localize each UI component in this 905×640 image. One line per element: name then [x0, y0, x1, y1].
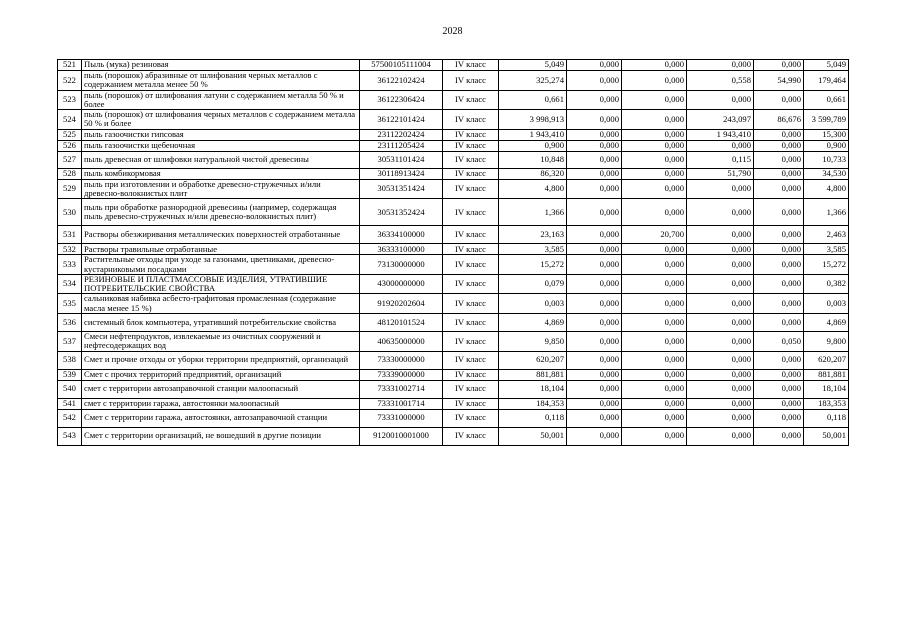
- table-row: [58, 151, 849, 168]
- value-1-cell: 4,869: [499, 313, 567, 331]
- table-body: [58, 60, 849, 446]
- value-1-cell: 3 998,913: [499, 110, 567, 130]
- value-6-cell: 10,733: [804, 151, 849, 168]
- waste-code-cell: 73330000000: [360, 351, 443, 369]
- value-3-cell: 0,000: [622, 179, 687, 199]
- waste-name-cell: системный блок компьютера, утративший потребительские свойства: [82, 313, 360, 331]
- value-3-cell: 0,000: [622, 129, 687, 140]
- value-5-cell: 0,000: [754, 398, 804, 409]
- page-number: 2028: [442, 26, 463, 37]
- table-row: [58, 226, 849, 244]
- table-row: [58, 71, 849, 91]
- value-2-cell: 0,000: [567, 129, 622, 140]
- value-2-cell: 0,000: [567, 398, 622, 409]
- table-row: [58, 294, 849, 314]
- hazard-class-cell: IV класс: [443, 351, 499, 369]
- table-row: [58, 140, 849, 151]
- waste-code-cell: 36333100000: [360, 244, 443, 255]
- waste-code-cell: 30531352424: [360, 199, 443, 226]
- hazard-class-cell: IV класс: [443, 60, 499, 71]
- value-1-cell: 620,207: [499, 351, 567, 369]
- value-4-cell: 0,000: [687, 60, 754, 71]
- value-6-cell: 4,869: [804, 313, 849, 331]
- value-1-cell: 0,003: [499, 294, 567, 314]
- waste-code-cell: 9120010001000: [360, 427, 443, 445]
- value-4-cell: 0,000: [687, 226, 754, 244]
- waste-name-cell: пыль (порошок) от шлифования черных металлов с содержанием металла 50 % и более: [82, 110, 360, 130]
- waste-code-cell: 30531351424: [360, 179, 443, 199]
- value-4-cell: 0,000: [687, 140, 754, 151]
- value-2-cell: 0,000: [567, 226, 622, 244]
- value-3-cell: 0,000: [622, 380, 687, 398]
- value-1-cell: 5,049: [499, 60, 567, 71]
- value-6-cell: 2,463: [804, 226, 849, 244]
- value-1-cell: 86,320: [499, 168, 567, 179]
- value-5-cell: 0,000: [754, 380, 804, 398]
- waste-code-cell: 48120101524: [360, 313, 443, 331]
- table-row: [58, 351, 849, 369]
- row-number-cell: 531: [58, 226, 82, 244]
- hazard-class-cell: IV класс: [443, 199, 499, 226]
- row-number-cell: 534: [58, 274, 82, 294]
- waste-name-cell: пыль (порошок) абразивные от шлифования черных металлов с содержанием металла менее 50 %: [82, 71, 360, 91]
- value-6-cell: 18,104: [804, 380, 849, 398]
- table-row: [58, 255, 849, 275]
- value-6-cell: 0,118: [804, 409, 849, 427]
- row-number-cell: 540: [58, 380, 82, 398]
- row-number-cell: 527: [58, 151, 82, 168]
- value-1-cell: 325,274: [499, 71, 567, 91]
- value-5-cell: 0,000: [754, 351, 804, 369]
- value-3-cell: 0,000: [622, 168, 687, 179]
- value-2-cell: 0,000: [567, 199, 622, 226]
- hazard-class-cell: IV класс: [443, 71, 499, 91]
- hazard-class-cell: IV класс: [443, 90, 499, 110]
- value-5-cell: 0,000: [754, 244, 804, 255]
- value-6-cell: 620,207: [804, 351, 849, 369]
- value-4-cell: 0,558: [687, 71, 754, 91]
- value-6-cell: 15,272: [804, 255, 849, 275]
- waste-name-cell: Смет с территории организаций, не вошедший в другие позиции: [82, 427, 360, 445]
- waste-code-cell: 43000000000: [360, 274, 443, 294]
- table-row: [58, 168, 849, 179]
- waste-code-cell: 73130000000: [360, 255, 443, 275]
- value-4-cell: 0,000: [687, 244, 754, 255]
- row-number-cell: 535: [58, 294, 82, 314]
- value-3-cell: 0,000: [622, 351, 687, 369]
- value-4-cell: 0,000: [687, 255, 754, 275]
- table-row: [58, 60, 849, 71]
- table-row: [58, 199, 849, 226]
- value-6-cell: 15,300: [804, 129, 849, 140]
- waste-register-table: [57, 59, 849, 446]
- value-5-cell: 0,000: [754, 90, 804, 110]
- value-2-cell: 0,000: [567, 409, 622, 427]
- waste-code-cell: 23112202424: [360, 129, 443, 140]
- value-2-cell: 0,000: [567, 71, 622, 91]
- waste-name-cell: Смет с прочих территорий предприятий, организаций: [82, 369, 360, 380]
- value-6-cell: 0,900: [804, 140, 849, 151]
- value-3-cell: 0,000: [622, 294, 687, 314]
- value-2-cell: 0,000: [567, 110, 622, 130]
- value-3-cell: 0,000: [622, 244, 687, 255]
- value-2-cell: 0,000: [567, 244, 622, 255]
- table-row: [58, 380, 849, 398]
- waste-code-cell: 73331002714: [360, 380, 443, 398]
- value-6-cell: 0,661: [804, 90, 849, 110]
- value-6-cell: 881,881: [804, 369, 849, 380]
- waste-code-cell: 40635000000: [360, 331, 443, 351]
- table-row: [58, 369, 849, 380]
- hazard-class-cell: IV класс: [443, 331, 499, 351]
- waste-code-cell: 73331001714: [360, 398, 443, 409]
- hazard-class-cell: IV класс: [443, 380, 499, 398]
- value-5-cell: 0,000: [754, 140, 804, 151]
- value-3-cell: 0,000: [622, 110, 687, 130]
- value-5-cell: 86,676: [754, 110, 804, 130]
- waste-name-cell: пыль древесная от шлифовки натуральной чистой древесины: [82, 151, 360, 168]
- hazard-class-cell: IV класс: [443, 110, 499, 130]
- value-1-cell: 881,881: [499, 369, 567, 380]
- value-2-cell: 0,000: [567, 380, 622, 398]
- value-4-cell: 0,000: [687, 294, 754, 314]
- value-5-cell: 0,000: [754, 226, 804, 244]
- row-number-cell: 529: [58, 179, 82, 199]
- value-5-cell: 0,000: [754, 369, 804, 380]
- hazard-class-cell: IV класс: [443, 313, 499, 331]
- waste-code-cell: 23111205424: [360, 140, 443, 151]
- waste-name-cell: Растительные отходы при уходе за газонами, цветниками, древесно-кустарниковыми посадками: [82, 255, 360, 275]
- table-row: [58, 398, 849, 409]
- row-number-cell: 521: [58, 60, 82, 71]
- value-5-cell: 0,000: [754, 151, 804, 168]
- value-4-cell: 0,000: [687, 199, 754, 226]
- value-5-cell: 0,000: [754, 168, 804, 179]
- value-6-cell: 3,585: [804, 244, 849, 255]
- waste-code-cell: 30118913424: [360, 168, 443, 179]
- value-1-cell: 50,001: [499, 427, 567, 445]
- value-4-cell: 0,000: [687, 351, 754, 369]
- value-1-cell: 23,163: [499, 226, 567, 244]
- value-3-cell: 0,000: [622, 274, 687, 294]
- table-row: [58, 129, 849, 140]
- value-1-cell: 0,079: [499, 274, 567, 294]
- value-3-cell: 0,000: [622, 71, 687, 91]
- waste-code-cell: 30531101424: [360, 151, 443, 168]
- waste-code-cell: 73331000000: [360, 409, 443, 427]
- waste-code-cell: 73339000000: [360, 369, 443, 380]
- table-row: [58, 409, 849, 427]
- value-3-cell: 0,000: [622, 369, 687, 380]
- waste-code-cell: 36122306424: [360, 90, 443, 110]
- value-4-cell: 0,000: [687, 398, 754, 409]
- value-1-cell: 0,118: [499, 409, 567, 427]
- table-row: [58, 244, 849, 255]
- value-1-cell: 3,585: [499, 244, 567, 255]
- row-number-cell: 523: [58, 90, 82, 110]
- value-6-cell: 9,800: [804, 331, 849, 351]
- value-3-cell: 0,000: [622, 199, 687, 226]
- value-4-cell: 0,000: [687, 331, 754, 351]
- value-5-cell: 0,050: [754, 331, 804, 351]
- value-1-cell: 4,800: [499, 179, 567, 199]
- value-6-cell: 5,049: [804, 60, 849, 71]
- row-number-cell: 542: [58, 409, 82, 427]
- value-2-cell: 0,000: [567, 168, 622, 179]
- table-row: [58, 313, 849, 331]
- row-number-cell: 541: [58, 398, 82, 409]
- row-number-cell: 537: [58, 331, 82, 351]
- value-6-cell: 1,366: [804, 199, 849, 226]
- row-number-cell: 538: [58, 351, 82, 369]
- table-row: [58, 90, 849, 110]
- hazard-class-cell: IV класс: [443, 151, 499, 168]
- waste-code-cell: 91920202604: [360, 294, 443, 314]
- value-4-cell: 51,790: [687, 168, 754, 179]
- waste-name-cell: сальниковая набивка асбесто-графитовая промасленная (содержание масла менее 15 %): [82, 294, 360, 314]
- row-number-cell: 522: [58, 71, 82, 91]
- waste-name-cell: пыль (порошок) от шлифования латуни с содержанием металла 50 % и более: [82, 90, 360, 110]
- value-1-cell: 1 943,410: [499, 129, 567, 140]
- waste-name-cell: РЕЗИНОВЫЕ И ПЛАСТМАССОВЫЕ ИЗДЕЛИЯ, УТРАТИВШИЕ ПОТРЕБИТЕЛЬСКИЕ СВОЙСТВА: [82, 274, 360, 294]
- value-2-cell: 0,000: [567, 140, 622, 151]
- hazard-class-cell: IV класс: [443, 129, 499, 140]
- row-number-cell: 543: [58, 427, 82, 445]
- value-6-cell: 183,353: [804, 398, 849, 409]
- table-row: [58, 331, 849, 351]
- value-4-cell: 1 943,410: [687, 129, 754, 140]
- waste-name-cell: смет с территории автозаправочной станции малоопасный: [82, 380, 360, 398]
- value-4-cell: 0,000: [687, 427, 754, 445]
- value-2-cell: 0,000: [567, 294, 622, 314]
- value-5-cell: 0,000: [754, 129, 804, 140]
- waste-name-cell: пыль при обработке разнородной древесины (например, содержащая пыль древесно-стружечных и/или древесно-волокнистых плит): [82, 199, 360, 226]
- value-3-cell: 0,000: [622, 60, 687, 71]
- waste-name-cell: пыль газоочистки щебеночная: [82, 140, 360, 151]
- value-1-cell: 10,848: [499, 151, 567, 168]
- value-3-cell: 0,000: [622, 140, 687, 151]
- value-1-cell: 9,850: [499, 331, 567, 351]
- value-4-cell: 0,000: [687, 179, 754, 199]
- value-3-cell: 0,000: [622, 409, 687, 427]
- value-1-cell: 1,366: [499, 199, 567, 226]
- waste-name-cell: Смет и прочие отходы от уборки территории предприятий, организаций: [82, 351, 360, 369]
- value-4-cell: 0,000: [687, 274, 754, 294]
- waste-name-cell: Растворы обезжиривания металлических поверхностей отработанные: [82, 226, 360, 244]
- table-row: [58, 274, 849, 294]
- row-number-cell: 539: [58, 369, 82, 380]
- row-number-cell: 533: [58, 255, 82, 275]
- hazard-class-cell: IV класс: [443, 294, 499, 314]
- value-2-cell: 0,000: [567, 90, 622, 110]
- value-2-cell: 0,000: [567, 151, 622, 168]
- row-number-cell: 528: [58, 168, 82, 179]
- value-1-cell: 18,104: [499, 380, 567, 398]
- row-number-cell: 530: [58, 199, 82, 226]
- hazard-class-cell: IV класс: [443, 168, 499, 179]
- waste-code-cell: 36122101424: [360, 110, 443, 130]
- hazard-class-cell: IV класс: [443, 427, 499, 445]
- waste-name-cell: Растворы травильные отработанные: [82, 244, 360, 255]
- value-6-cell: 179,464: [804, 71, 849, 91]
- value-1-cell: 15,272: [499, 255, 567, 275]
- value-3-cell: 0,000: [622, 151, 687, 168]
- value-2-cell: 0,000: [567, 427, 622, 445]
- value-3-cell: 0,000: [622, 331, 687, 351]
- row-number-cell: 524: [58, 110, 82, 130]
- value-6-cell: 3 599,789: [804, 110, 849, 130]
- table-row: [58, 110, 849, 130]
- row-number-cell: 526: [58, 140, 82, 151]
- value-6-cell: 0,003: [804, 294, 849, 314]
- value-6-cell: 4,800: [804, 179, 849, 199]
- value-2-cell: 0,000: [567, 60, 622, 71]
- value-1-cell: 0,661: [499, 90, 567, 110]
- value-6-cell: 34,530: [804, 168, 849, 179]
- value-4-cell: 0,115: [687, 151, 754, 168]
- value-5-cell: 54,990: [754, 71, 804, 91]
- value-5-cell: 0,000: [754, 294, 804, 314]
- value-2-cell: 0,000: [567, 351, 622, 369]
- waste-name-cell: пыль комбикормовая: [82, 168, 360, 179]
- waste-code-cell: 36334100000: [360, 226, 443, 244]
- waste-name-cell: пыль газоочистки гипсовая: [82, 129, 360, 140]
- value-3-cell: 0,000: [622, 90, 687, 110]
- waste-name-cell: Пыль (мука) резиновая: [82, 60, 360, 71]
- value-4-cell: 0,000: [687, 369, 754, 380]
- value-2-cell: 0,000: [567, 331, 622, 351]
- waste-name-cell: Смет с территории гаража, автостоянки, автозаправочной станции: [82, 409, 360, 427]
- value-5-cell: 0,000: [754, 255, 804, 275]
- table-row: [58, 179, 849, 199]
- waste-code-cell: 57500105111004: [360, 60, 443, 71]
- value-5-cell: 0,000: [754, 274, 804, 294]
- value-3-cell: 0,000: [622, 398, 687, 409]
- hazard-class-cell: IV класс: [443, 255, 499, 275]
- value-3-cell: 20,700: [622, 226, 687, 244]
- hazard-class-cell: IV класс: [443, 409, 499, 427]
- value-2-cell: 0,000: [567, 179, 622, 199]
- waste-code-cell: 36122102424: [360, 71, 443, 91]
- value-5-cell: 0,000: [754, 427, 804, 445]
- hazard-class-cell: IV класс: [443, 244, 499, 255]
- value-3-cell: 0,000: [622, 313, 687, 331]
- row-number-cell: 525: [58, 129, 82, 140]
- hazard-class-cell: IV класс: [443, 369, 499, 380]
- value-3-cell: 0,000: [622, 427, 687, 445]
- hazard-class-cell: IV класс: [443, 140, 499, 151]
- value-4-cell: 0,000: [687, 380, 754, 398]
- value-2-cell: 0,000: [567, 369, 622, 380]
- value-4-cell: 0,000: [687, 409, 754, 427]
- hazard-class-cell: IV класс: [443, 179, 499, 199]
- waste-name-cell: Смеси нефтепродуктов, извлекаемые из очистных сооружений и нефтесодержащих вод: [82, 331, 360, 351]
- table-row: [58, 427, 849, 445]
- hazard-class-cell: IV класс: [443, 274, 499, 294]
- value-5-cell: 0,000: [754, 179, 804, 199]
- value-4-cell: 0,000: [687, 90, 754, 110]
- value-1-cell: 0,900: [499, 140, 567, 151]
- hazard-class-cell: IV класс: [443, 226, 499, 244]
- value-2-cell: 0,000: [567, 255, 622, 275]
- value-4-cell: 243,097: [687, 110, 754, 130]
- value-6-cell: 50,001: [804, 427, 849, 445]
- waste-name-cell: пыль при изготовлении и обработке древесно-стружечных и/или древесно-волокнистых плит: [82, 179, 360, 199]
- value-5-cell: 0,000: [754, 199, 804, 226]
- row-number-cell: 536: [58, 313, 82, 331]
- hazard-class-cell: IV класс: [443, 398, 499, 409]
- value-2-cell: 0,000: [567, 313, 622, 331]
- value-2-cell: 0,000: [567, 274, 622, 294]
- value-5-cell: 0,000: [754, 409, 804, 427]
- value-4-cell: 0,000: [687, 313, 754, 331]
- waste-name-cell: смет с территории гаража, автостоянки малоопасный: [82, 398, 360, 409]
- value-5-cell: 0,000: [754, 313, 804, 331]
- value-5-cell: 0,000: [754, 60, 804, 71]
- value-1-cell: 184,353: [499, 398, 567, 409]
- row-number-cell: 532: [58, 244, 82, 255]
- value-3-cell: 0,000: [622, 255, 687, 275]
- value-6-cell: 0,382: [804, 274, 849, 294]
